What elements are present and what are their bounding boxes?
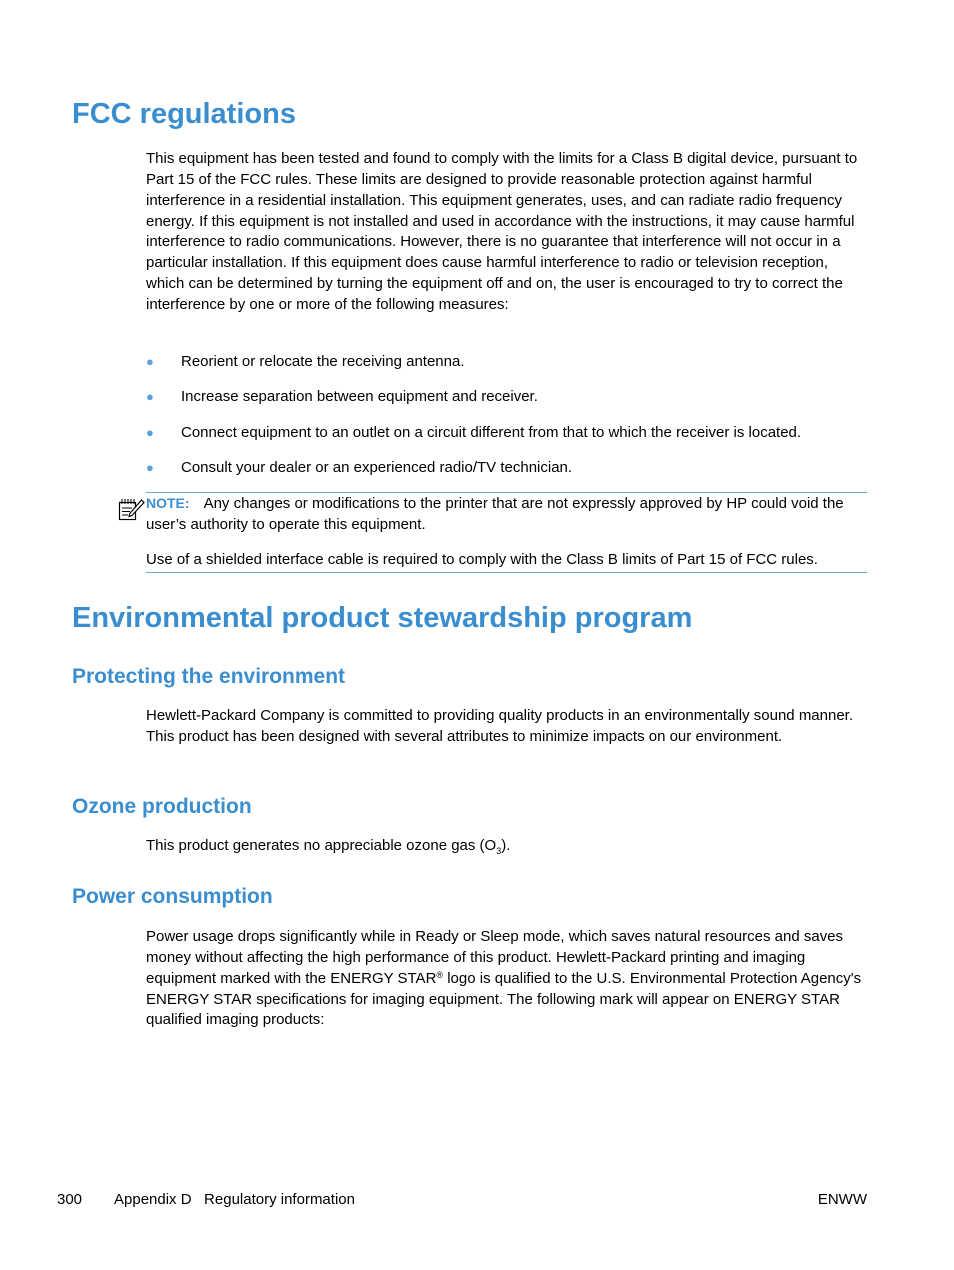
bullet-icon: ● [146, 354, 154, 369]
note-label: NOTE: [146, 495, 190, 511]
note-shielded-cable-text: Use of a shielded interface cable is required to comply with the Class B limits of Part 15 of FCC rules. [146, 551, 818, 568]
power-consumption-heading: Power consumption [72, 885, 273, 908]
fcc-regulations-title: FCC regulations [72, 98, 296, 130]
fcc-intro-paragraph: This equipment has been tested and found to comply with the limits for a Class B digital device, pursuant to Part 15 of the FCC rules. These limits are designed to provide reasonable protection against harmful interference in a residential installation. This equipment generates, uses, and can radiate radio frequency energy. If this equipment is not installed and used in accordance with the instructions, it may cause harmful interference to radio communications. However, there is no guarantee that interference will not occur in a particular installation. If this equipment does cause harmful interference to radio or television reception, which can be determined by turning the equipment off and on, the user is encouraged to try to correct the interference by one or more of the following measures: [146, 150, 858, 313]
ozone-production-heading: Ozone production [72, 795, 252, 818]
power-text: Power usage drops significantly while in Ready or Sleep mode, which saves natural resources and saves money without affecting the high performance of this product. Hewlett-Packard printing and imaging equipment marked with the ENERGY STAR [146, 928, 844, 987]
bullet-icon: ● [146, 425, 154, 440]
protecting-environment-paragraph: Hewlett-Packard Company is committed to providing quality products in an environmentally sound manner. This product has been designed with several attributes to minimize impacts on our environment. [146, 707, 854, 745]
note-paragraph [146, 493, 868, 535]
note-pad-icon [117, 497, 145, 521]
protecting-environment-heading: Protecting the environment [72, 665, 346, 688]
bullet-icon: ● [146, 389, 154, 404]
list-item-text: Reorient or relocate the receiving antenna. [181, 353, 465, 370]
power-text-end: logo is qualified to the U.S. Environmental Protection Agency's ENERGY STAR specifications for imaging equipment. The following mark will appear on ENERGY STAR qualified imaging products: [146, 969, 862, 1029]
footer-page-number: 300 [57, 1191, 83, 1208]
list-item-text: Connect equipment to an outlet on a circuit different from that to which the receiver is located. [181, 424, 802, 441]
ozone-subscript: 3 [496, 846, 502, 856]
registered-mark: ® [436, 969, 444, 980]
footer-locale: ENWW [817, 1191, 867, 1208]
power-consumption-paragraph [146, 927, 868, 1031]
list-item-text: Increase separation between equipment and receiver. [181, 388, 538, 405]
list-item-text: Consult your dealer or an experienced radio/TV technician. [181, 459, 573, 476]
environmental-program-title: Environmental product stewardship program [72, 602, 693, 634]
ozone-text-end: ). [501, 837, 511, 854]
ozone-production-paragraph [146, 836, 868, 857]
note-text: Any changes or modifications to the printer that are not expressly approved by HP could void the user’s authority to operate this equipment. [146, 495, 844, 533]
footer-section: Appendix D Regulatory information [114, 1191, 355, 1208]
bullet-icon: ● [146, 460, 154, 475]
ozone-text: This product generates no appreciable ozone gas (O [146, 837, 497, 854]
